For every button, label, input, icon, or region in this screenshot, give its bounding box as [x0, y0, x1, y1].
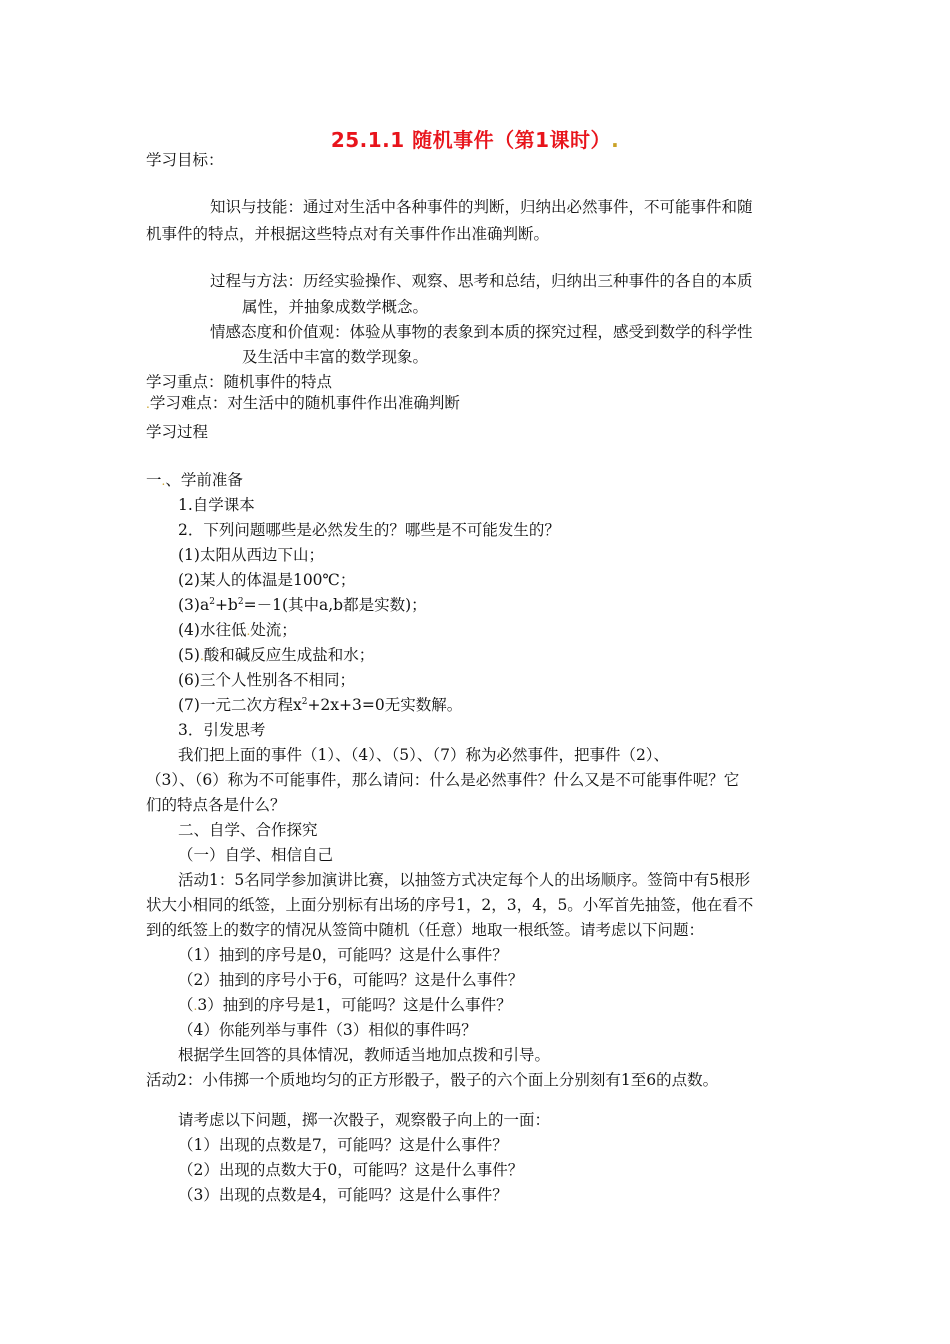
teacher-guide: 根据学生回答的具体情况，教师适当地加点拨和引导。 [178, 1046, 551, 1064]
activity2-line: 活动2：小伟掷一个质地均匀的正方形骰子，骰子的六个面上分别刻有1至6的点数。 [146, 1071, 719, 1089]
section1-heading [146, 470, 243, 491]
a1q3-part-a: （ [178, 996, 194, 1014]
superscript: 2 [209, 597, 215, 607]
stray-mark: . [193, 999, 198, 1013]
question-4 [178, 620, 297, 641]
question-5 [178, 645, 374, 666]
question-1: (1)太阳从西边下山； [178, 546, 324, 564]
stray-mark: . [199, 649, 204, 663]
q3-part-a: (3)a [178, 596, 210, 614]
question-2: (2)某人的体温是100℃； [178, 571, 356, 589]
q5-part-a: (5) [178, 646, 200, 664]
document-title [0, 124, 950, 153]
knowledge-line-2: 机事件的特点，并根据这些特点对有关事件作出准确判断。 [146, 225, 550, 243]
q7-part-b: +2x+3=0无实数解。 [307, 696, 463, 714]
superscript: 2 [301, 697, 308, 707]
q4-part-b: 处流； [250, 621, 297, 639]
prep-item-3: 3．引发思考 [178, 721, 266, 739]
q5-part-b: 酸和碱反应生成盐和水； [203, 646, 375, 664]
process-line-2: 属性，并抽象成数学概念。 [242, 298, 429, 316]
question-6: (6)三个人性别各不相同； [178, 671, 355, 689]
q3-part-b: +b [214, 596, 238, 614]
emotion-line-2: 及生活中丰富的数学现象。 [242, 348, 429, 366]
activity1-question-2: （2）抽到的序号小于6，可能吗？这是什么事件？ [178, 971, 524, 989]
question-3 [178, 595, 427, 615]
superscript: 2 [237, 597, 244, 607]
activity2-question-3: （3）出现的点数是4，可能吗？这是什么事件？ [178, 1186, 508, 1204]
think-line-3: 们的特点各是什么？ [146, 796, 286, 814]
q4-part-a: (4)水往低 [178, 621, 247, 639]
question-7 [178, 695, 462, 715]
prep-item-2: 2．下列问题哪些是必然发生的？哪些是不可能发生的？ [178, 521, 560, 539]
a1q3-part-b: 3）抽到的序号是1，可能吗？这是什么事件？ [197, 996, 512, 1014]
key-point: 学习重点：随机事件的特点 [146, 373, 333, 391]
difficulty [146, 393, 460, 414]
q7-part-a: (7)一元二次方程x [178, 696, 302, 714]
activity1-question-3 [178, 995, 512, 1016]
q3-part-c: =－1(其中a,b都是实数)； [243, 596, 427, 614]
section2-heading: 二、自学、合作探究 [178, 821, 318, 839]
activity1-line-1: 活动1：5名同学参加演讲比赛，以抽签方式决定每个人的出场顺序。签筒中有5根形 [178, 871, 751, 889]
activity2-question-2: （2）出现的点数大于0，可能吗？这是什么事件？ [178, 1161, 524, 1179]
process-line-1: 过程与方法：历经实验操作、观察、思考和总结，归纳出三种事件的各自的本质 [210, 272, 753, 290]
stray-mark: . [146, 397, 150, 411]
process-heading: 学习过程 [146, 423, 209, 441]
title-text: 25.1.1 随机事件（第1课时） [330, 128, 612, 152]
difficulty-text: 学习难点：对生活中的随机事件作出准确判断 [149, 394, 460, 412]
activity1-question-4: （4）你能列举与事件（3）相似的事件吗？ [178, 1021, 477, 1039]
prep-item-1: 1.自学课本 [178, 496, 255, 514]
activity2-question-1: （1）出现的点数是7，可能吗？这是什么事件？ [178, 1136, 508, 1154]
section1-num: 一 [146, 471, 162, 489]
title-mark: . [611, 128, 620, 152]
section2-sub1: （一）自学、相信自己 [178, 846, 334, 864]
activity1-line-2: 状大小相同的纸签，上面分别标有出场的序号1，2，3，4，5。小军首先抽签，他在看不 [146, 896, 754, 914]
section1-title: 、学前准备 [165, 471, 243, 489]
think-line-2: （3）、（6）称为不可能事件，那么请问：什么是必然事件？什么又是不可能事件呢？它 [146, 771, 740, 789]
think-line-1: 我们把上面的事件（1）、（4）、（5）、（7）称为必然事件，把事件（2）、 [178, 746, 670, 764]
knowledge-line-1: 知识与技能：通过对生活中各种事件的判断，归纳出必然事件，不可能事件和随 [210, 198, 753, 216]
stray-mark: . [246, 624, 251, 638]
activity2-intro: 请考虑以下问题，掷一次骰子，观察骰子向上的一面： [178, 1111, 551, 1129]
emotion-line-1: 情感态度和价值观：体验从事物的表象到本质的探究过程，感受到数学的科学性 [210, 323, 753, 341]
activity1-line-3: 到的纸签上的数字的情况从签筒中随机（任意）地取一根纸签。请考虑以下问题： [146, 921, 705, 939]
activity1-question-1: （1）抽到的序号是0，可能吗？这是什么事件？ [178, 946, 508, 964]
stray-mark: . [161, 474, 166, 488]
objectives-heading: 学习目标： [146, 151, 224, 169]
